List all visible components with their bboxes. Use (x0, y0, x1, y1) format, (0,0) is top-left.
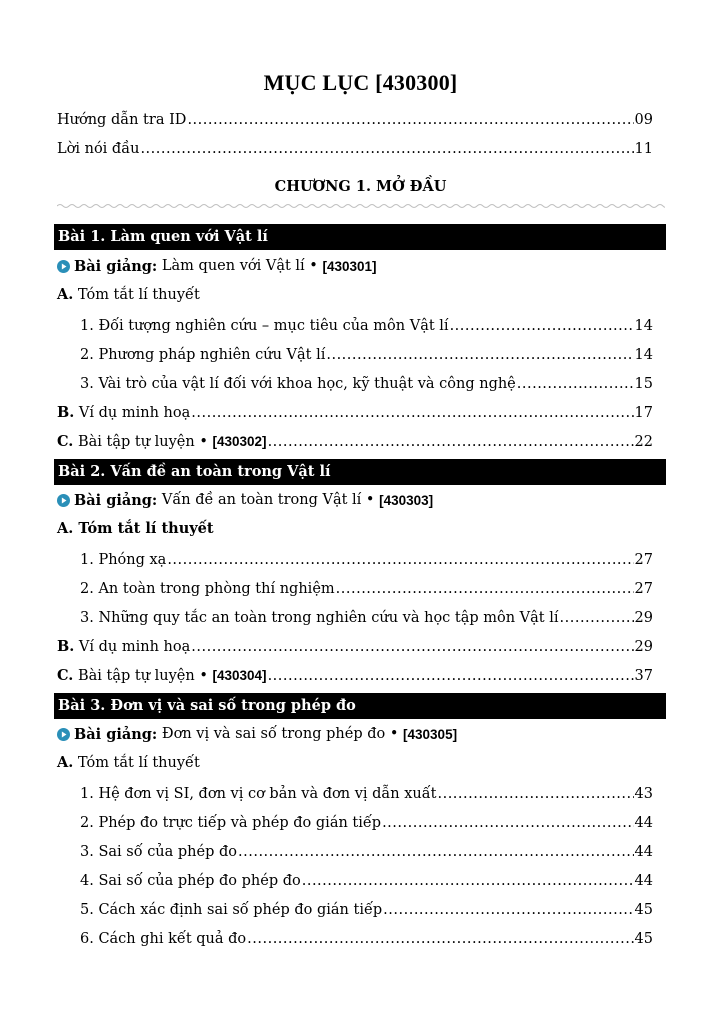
lesson-1-lecture[interactable]: Bài giảng: Làm quen với Vật lí • [430301] (57, 255, 377, 277)
lesson-3-item-3[interactable]: 3. Sai số của phép đo ..... 44 (80, 839, 653, 861)
chapter-heading: CHƯƠNG 1. MỞ ĐẦU (274, 178, 447, 195)
play-circle-icon (57, 260, 70, 273)
lesson-2-item-2[interactable]: 2. An toàn trong phòng thí nghiệm ..... 27 (80, 576, 653, 598)
lesson-2-item-3[interactable]: 3. Những quy tắc an toàn trong nghiên cứu và học tập môn Vật lí ..... 29 (80, 605, 653, 627)
play-circle-icon (57, 494, 70, 507)
lesson-1-section-b[interactable]: B. Ví dụ minh hoạ ..... 17 (57, 400, 653, 422)
lesson-1-item-1[interactable]: 1. Đối tượng nghiên cứu – mục tiêu của môn Vật lí ..... 14 (80, 313, 653, 335)
lesson-3-section-a: A. Tóm tắt lí thuyết (57, 754, 200, 771)
wavy-divider (57, 202, 665, 210)
lesson-2-heading[interactable]: Bài 2. Vấn đề an toàn trong Vật lí (54, 459, 666, 485)
play-circle-icon (57, 728, 70, 741)
lesson-2-lecture[interactable]: Bài giảng: Vấn đề an toàn trong Vật lí • [430303] (57, 489, 433, 511)
lesson-3-item-5[interactable]: 5. Cách xác định sai số phép đo gián tiếp ..... 45 (80, 897, 653, 919)
lesson-2-item-1[interactable]: 1. Phóng xạ ..... 27 (80, 547, 653, 569)
lesson-1-item-3[interactable]: 3. Vài trò của vật lí đối với khoa học, kỹ thuật và công nghệ ..... 15 (80, 371, 653, 393)
lesson-2-section-a: A. Tóm tắt lí thuyết (57, 520, 214, 537)
lesson-3-item-6[interactable]: 6. Cách ghi kết quả đo ..... 45 (80, 926, 653, 948)
lesson-3-lecture[interactable]: Bài giảng: Đơn vị và sai số trong phép đo • [430305] (57, 723, 457, 745)
lesson-1-section-a: A. Tóm tắt lí thuyết (57, 286, 200, 303)
page-title: MỤC LỤC [430300] (263, 70, 458, 95)
lesson-1-item-2[interactable]: 2. Phương pháp nghiên cứu Vật lí ..... 14 (80, 342, 653, 364)
lesson-3-item-4[interactable]: 4. Sai số của phép đo phép đo ..... 44 (80, 868, 653, 890)
lesson-2-section-b[interactable]: B. Ví dụ minh hoạ ..... 29 (57, 634, 653, 656)
toc-entry-guide[interactable]: Hướng dẫn tra ID ..... 09 (57, 107, 653, 129)
toc-entry-foreword[interactable]: Lời nói đầu ..... 11 (57, 136, 653, 158)
lesson-2-section-c[interactable]: C. Bài tập tự luyện • [430304] ..... 37 (57, 663, 653, 685)
lesson-1-heading[interactable]: Bài 1. Làm quen với Vật lí (54, 224, 666, 250)
lesson-3-item-1[interactable]: 1. Hệ đơn vị SI, đơn vị cơ bản và đơn vị dẫn xuất ..... 43 (80, 781, 653, 803)
lesson-3-heading[interactable]: Bài 3. Đơn vị và sai số trong phép đo (54, 693, 666, 719)
lesson-3-item-2[interactable]: 2. Phép đo trực tiếp và phép đo gián tiếp ..... 44 (80, 810, 653, 832)
lesson-1-section-c[interactable]: C. Bài tập tự luyện • [430302] ..... 22 (57, 429, 653, 451)
